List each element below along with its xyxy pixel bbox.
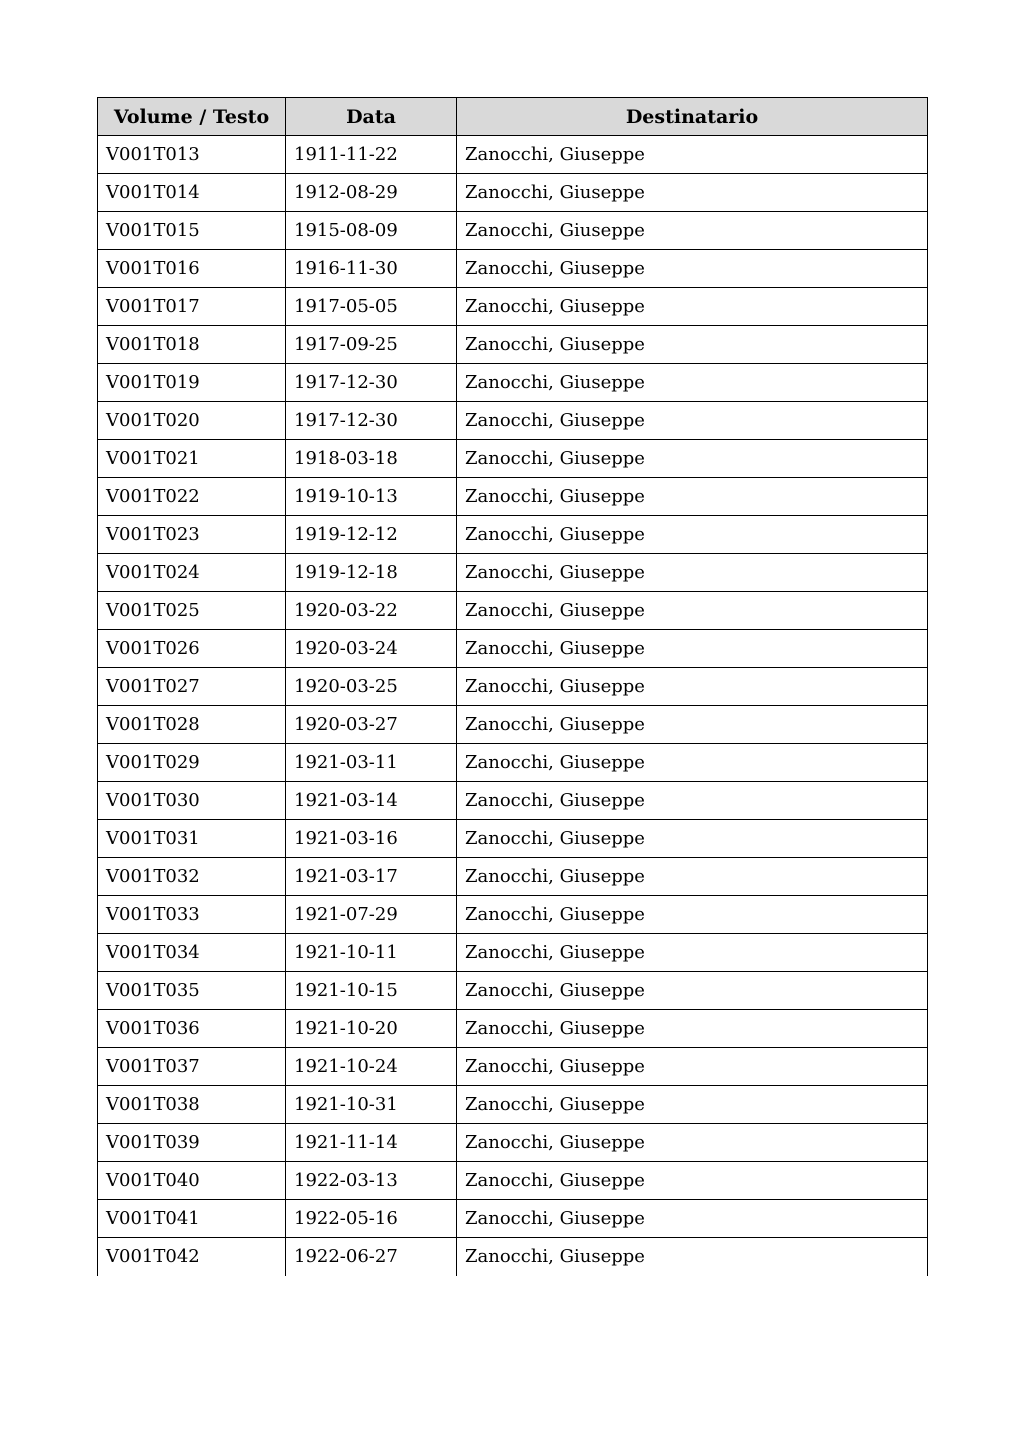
table-row [98, 326, 928, 364]
table-row [98, 592, 928, 630]
table-row [98, 136, 928, 174]
cell-destinatario: Zanocchi, Giuseppe [457, 478, 928, 516]
cell-volume-testo: V001T025 [98, 592, 286, 630]
cell-data: 1915-08-09 [286, 212, 457, 250]
cell-volume-testo: V001T033 [98, 896, 286, 934]
cell-destinatario: Zanocchi, Giuseppe [457, 516, 928, 554]
cell-volume-testo: V001T034 [98, 934, 286, 972]
table-row [98, 706, 928, 744]
cell-data: 1921-03-14 [286, 782, 457, 820]
table-header [98, 98, 928, 136]
cell-volume-testo: V001T039 [98, 1124, 286, 1162]
cell-data: 1922-05-16 [286, 1200, 457, 1238]
cell-data: 1921-10-15 [286, 972, 457, 1010]
cell-data: 1917-09-25 [286, 326, 457, 364]
cell-destinatario: Zanocchi, Giuseppe [457, 858, 928, 896]
table-row [98, 250, 928, 288]
cell-data: 1916-11-30 [286, 250, 457, 288]
cell-destinatario: Zanocchi, Giuseppe [457, 820, 928, 858]
table-row [98, 440, 928, 478]
cell-data: 1920-03-22 [286, 592, 457, 630]
table-row [98, 1238, 928, 1276]
cell-volume-testo: V001T016 [98, 250, 286, 288]
cell-volume-testo: V001T024 [98, 554, 286, 592]
table-row [98, 1162, 928, 1200]
cell-volume-testo: V001T019 [98, 364, 286, 402]
cell-data: 1921-03-16 [286, 820, 457, 858]
cell-destinatario: Zanocchi, Giuseppe [457, 136, 928, 174]
cell-destinatario: Zanocchi, Giuseppe [457, 630, 928, 668]
table-body [98, 136, 928, 1276]
table-row [98, 1086, 928, 1124]
column-header-data: Data [286, 98, 457, 136]
table-row [98, 554, 928, 592]
cell-volume-testo: V001T040 [98, 1162, 286, 1200]
cell-volume-testo: V001T036 [98, 1010, 286, 1048]
table-row [98, 668, 928, 706]
cell-volume-testo: V001T021 [98, 440, 286, 478]
column-header-volume-testo: Volume / Testo [98, 98, 286, 136]
cell-volume-testo: V001T018 [98, 326, 286, 364]
cell-data: 1919-10-13 [286, 478, 457, 516]
cell-destinatario: Zanocchi, Giuseppe [457, 1162, 928, 1200]
cell-volume-testo: V001T032 [98, 858, 286, 896]
cell-volume-testo: V001T017 [98, 288, 286, 326]
column-header-destinatario: Destinatario [457, 98, 928, 136]
cell-destinatario: Zanocchi, Giuseppe [457, 592, 928, 630]
cell-data: 1911-11-22 [286, 136, 457, 174]
table-row [98, 782, 928, 820]
table-row [98, 478, 928, 516]
header-row [98, 98, 928, 136]
table-row [98, 858, 928, 896]
cell-volume-testo: V001T042 [98, 1238, 286, 1276]
cell-data: 1921-11-14 [286, 1124, 457, 1162]
cell-volume-testo: V001T035 [98, 972, 286, 1010]
cell-destinatario: Zanocchi, Giuseppe [457, 364, 928, 402]
table-row [98, 1200, 928, 1238]
table-row [98, 1048, 928, 1086]
cell-volume-testo: V001T023 [98, 516, 286, 554]
cell-destinatario: Zanocchi, Giuseppe [457, 1124, 928, 1162]
table-row [98, 630, 928, 668]
cell-data: 1921-10-24 [286, 1048, 457, 1086]
table-row [98, 820, 928, 858]
cell-volume-testo: V001T041 [98, 1200, 286, 1238]
cell-data: 1919-12-12 [286, 516, 457, 554]
table-row [98, 364, 928, 402]
table-row [98, 934, 928, 972]
cell-data: 1920-03-24 [286, 630, 457, 668]
cell-destinatario: Zanocchi, Giuseppe [457, 744, 928, 782]
cell-destinatario: Zanocchi, Giuseppe [457, 1200, 928, 1238]
cell-data: 1920-03-27 [286, 706, 457, 744]
cell-data: 1917-12-30 [286, 402, 457, 440]
cell-volume-testo: V001T027 [98, 668, 286, 706]
table-row [98, 972, 928, 1010]
table-row [98, 516, 928, 554]
table-row [98, 288, 928, 326]
cell-volume-testo: V001T031 [98, 820, 286, 858]
cell-volume-testo: V001T015 [98, 212, 286, 250]
cell-data: 1921-07-29 [286, 896, 457, 934]
cell-destinatario: Zanocchi, Giuseppe [457, 402, 928, 440]
cell-data: 1922-03-13 [286, 1162, 457, 1200]
cell-volume-testo: V001T037 [98, 1048, 286, 1086]
cell-volume-testo: V001T014 [98, 174, 286, 212]
table-row [98, 212, 928, 250]
table-row [98, 1010, 928, 1048]
table-row [98, 1124, 928, 1162]
cell-destinatario: Zanocchi, Giuseppe [457, 934, 928, 972]
cell-volume-testo: V001T022 [98, 478, 286, 516]
cell-destinatario: Zanocchi, Giuseppe [457, 896, 928, 934]
cell-data: 1921-10-31 [286, 1086, 457, 1124]
cell-destinatario: Zanocchi, Giuseppe [457, 1238, 928, 1276]
cell-data: 1917-05-05 [286, 288, 457, 326]
cell-destinatario: Zanocchi, Giuseppe [457, 440, 928, 478]
cell-volume-testo: V001T038 [98, 1086, 286, 1124]
cell-data: 1922-06-27 [286, 1238, 457, 1276]
letters-table [97, 97, 928, 1276]
cell-data: 1917-12-30 [286, 364, 457, 402]
cell-destinatario: Zanocchi, Giuseppe [457, 212, 928, 250]
cell-volume-testo: V001T013 [98, 136, 286, 174]
cell-data: 1921-03-17 [286, 858, 457, 896]
cell-destinatario: Zanocchi, Giuseppe [457, 1048, 928, 1086]
cell-destinatario: Zanocchi, Giuseppe [457, 972, 928, 1010]
cell-destinatario: Zanocchi, Giuseppe [457, 782, 928, 820]
table-row [98, 402, 928, 440]
table-row [98, 896, 928, 934]
cell-destinatario: Zanocchi, Giuseppe [457, 1010, 928, 1048]
cell-destinatario: Zanocchi, Giuseppe [457, 554, 928, 592]
cell-destinatario: Zanocchi, Giuseppe [457, 326, 928, 364]
cell-volume-testo: V001T030 [98, 782, 286, 820]
cell-volume-testo: V001T020 [98, 402, 286, 440]
cell-volume-testo: V001T028 [98, 706, 286, 744]
cell-volume-testo: V001T029 [98, 744, 286, 782]
cell-data: 1921-03-11 [286, 744, 457, 782]
cell-destinatario: Zanocchi, Giuseppe [457, 668, 928, 706]
cell-volume-testo: V001T026 [98, 630, 286, 668]
table-row [98, 174, 928, 212]
cell-data: 1921-10-11 [286, 934, 457, 972]
cell-destinatario: Zanocchi, Giuseppe [457, 706, 928, 744]
cell-destinatario: Zanocchi, Giuseppe [457, 174, 928, 212]
cell-data: 1920-03-25 [286, 668, 457, 706]
cell-data: 1921-10-20 [286, 1010, 457, 1048]
cell-destinatario: Zanocchi, Giuseppe [457, 1086, 928, 1124]
cell-data: 1919-12-18 [286, 554, 457, 592]
cell-destinatario: Zanocchi, Giuseppe [457, 250, 928, 288]
cell-data: 1912-08-29 [286, 174, 457, 212]
cell-destinatario: Zanocchi, Giuseppe [457, 288, 928, 326]
table-row [98, 744, 928, 782]
cell-data: 1918-03-18 [286, 440, 457, 478]
